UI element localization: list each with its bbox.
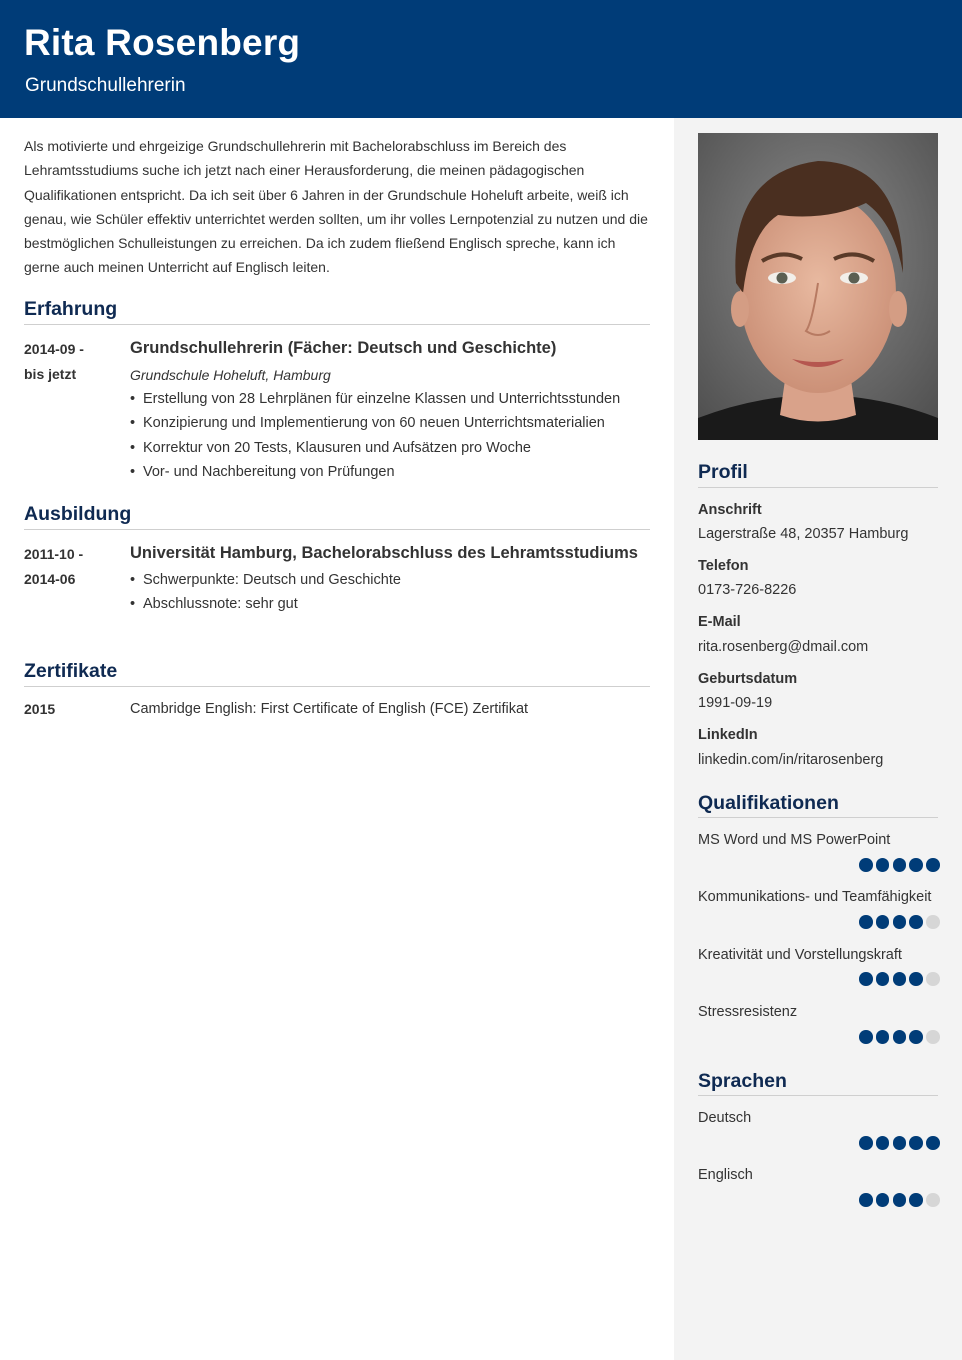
rating-dot-filled	[876, 915, 890, 929]
experience-employer: Grundschule Hoheluft, Hamburg	[130, 367, 331, 383]
rating-dot-filled	[909, 1193, 923, 1207]
rating-dot-empty	[926, 1193, 940, 1207]
rating-dot-filled	[859, 858, 873, 872]
rating-dot-filled	[893, 1193, 907, 1207]
rating-dot-empty	[926, 1030, 940, 1044]
rating-dot-filled	[893, 972, 907, 986]
skills-divider	[698, 817, 938, 818]
birthdate-label: Geburtsdatum	[698, 671, 798, 687]
profile-divider	[698, 487, 938, 488]
certificates-heading: Zertifikate	[24, 660, 118, 682]
profile-photo	[698, 133, 938, 440]
rating-dot-filled	[893, 1136, 907, 1150]
rating-dot-filled	[909, 1136, 923, 1150]
rating-dot-filled	[876, 1136, 890, 1150]
rating-dot-filled	[893, 1030, 907, 1044]
address-label: Anschrift	[698, 502, 762, 518]
rating-dot-filled	[859, 1193, 873, 1207]
candidate-name: Rita Rosenberg	[24, 22, 301, 63]
language-rating	[859, 1136, 940, 1150]
education-date-from: 2011-10 -	[24, 546, 84, 562]
skill-rating	[859, 1030, 940, 1044]
experience-heading: Erfahrung	[24, 298, 118, 320]
education-bullets	[130, 568, 401, 617]
email-value: rita.rosenberg@dmail.com	[698, 639, 869, 655]
list-item: • Erstellung von 28 Lehrplänen für einzelne Klassen und Unterrichtsstunden	[130, 387, 620, 411]
rating-dot-filled	[876, 858, 890, 872]
education-heading: Ausbildung	[24, 503, 132, 525]
certificate-year: 2015	[24, 701, 56, 717]
list-item: • Vor- und Nachbereitung von Prüfungen	[130, 460, 620, 484]
rating-dot-empty	[926, 972, 940, 986]
job-title: Grundschullehrerin	[25, 75, 186, 96]
rating-dot-filled	[893, 915, 907, 929]
skill-name: Stressresistenz	[698, 1004, 798, 1020]
experience-date-from: 2014-09 -	[24, 341, 84, 357]
education-title: Universität Hamburg, Bachelorabschluss des Lehramtsstudiums	[130, 544, 638, 562]
list-item: • Konzipierung und Implementierung von 60 neuen Unterrichtsmaterialien	[130, 411, 620, 435]
rating-dot-filled	[909, 972, 923, 986]
language-rating	[859, 1193, 940, 1207]
skill-name: Kommunikations- und Teamfähigkeit	[698, 889, 932, 905]
birthdate-value: 1991-09-19	[698, 695, 773, 711]
skill-name: Kreativität und Vorstellungskraft	[698, 947, 902, 963]
email-label: E-Mail	[698, 614, 741, 630]
rating-dot-filled	[876, 1030, 890, 1044]
certificates-divider	[24, 686, 650, 687]
rating-dot-filled	[859, 1136, 873, 1150]
education-date-to: 2014-06	[24, 571, 76, 587]
certificate-text: Cambridge English: First Certificate of English (FCE) Zertifikat	[130, 701, 529, 717]
rating-dot-filled	[893, 858, 907, 872]
phone-label: Telefon	[698, 558, 749, 574]
skill-rating	[859, 915, 940, 929]
rating-dot-filled	[926, 858, 940, 872]
profile-heading: Profil	[698, 461, 748, 483]
rating-dot-filled	[859, 1030, 873, 1044]
experience-position: Grundschullehrerin (Fächer: Deutsch und Geschichte)	[130, 339, 557, 357]
rating-dot-filled	[876, 972, 890, 986]
rating-dot-filled	[876, 1193, 890, 1207]
portrait-image	[698, 133, 938, 440]
address-value: Lagerstraße 48, 20357 Hamburg	[698, 526, 909, 542]
rating-dot-filled	[859, 972, 873, 986]
summary-text: Als motivierte und ehrgeizige Grundschullehrerin mit Bachelorabschluss im Bereich des Lehramtsstudiums suche ich jetzt nach einer Herausforderung, die meinen pädagogischen Qualifikationen entspricht. Da ich seit über 6 Jahren in der Grundschule Hoheluft arbeite, weiß ich genau, wie Schüler effektiv unterrichtet werden sollten, um ihr volles Lernpotenzial zu nutzen und die bestmöglichen Schulleistungen zu erreichen. Da ich zudem fließend Englisch spreche, kann ich gerne auch meinen Unterricht auf Englisch leiten.	[24, 138, 648, 276]
skill-rating	[859, 972, 940, 986]
skill-rating	[859, 858, 940, 872]
list-item: • Schwerpunkte: Deutsch und Geschichte	[130, 568, 401, 592]
education-divider	[24, 529, 650, 530]
language-name: Englisch	[698, 1167, 753, 1183]
skill-name: MS Word und MS PowerPoint	[698, 832, 891, 848]
languages-divider	[698, 1095, 938, 1096]
skills-heading: Qualifikationen	[698, 792, 839, 814]
language-name: Deutsch	[698, 1110, 752, 1126]
list-item: • Korrektur von 20 Tests, Klausuren und Aufsätzen pro Woche	[130, 436, 620, 460]
experience-divider	[24, 324, 650, 325]
header	[0, 0, 962, 118]
rating-dot-filled	[859, 915, 873, 929]
rating-dot-filled	[909, 1030, 923, 1044]
experience-bullets	[130, 387, 620, 485]
languages-heading: Sprachen	[698, 1070, 787, 1092]
rating-dot-filled	[926, 1136, 940, 1150]
linkedin-value: linkedin.com/in/ritarosenberg	[698, 752, 884, 768]
rating-dot-empty	[926, 915, 940, 929]
experience-date-to: bis jetzt	[24, 366, 77, 382]
rating-dot-filled	[909, 915, 923, 929]
list-item: • Abschlussnote: sehr gut	[130, 592, 401, 616]
linkedin-label: LinkedIn	[698, 727, 758, 743]
rating-dot-filled	[909, 858, 923, 872]
phone-value: 0173-726-8226	[698, 582, 797, 598]
